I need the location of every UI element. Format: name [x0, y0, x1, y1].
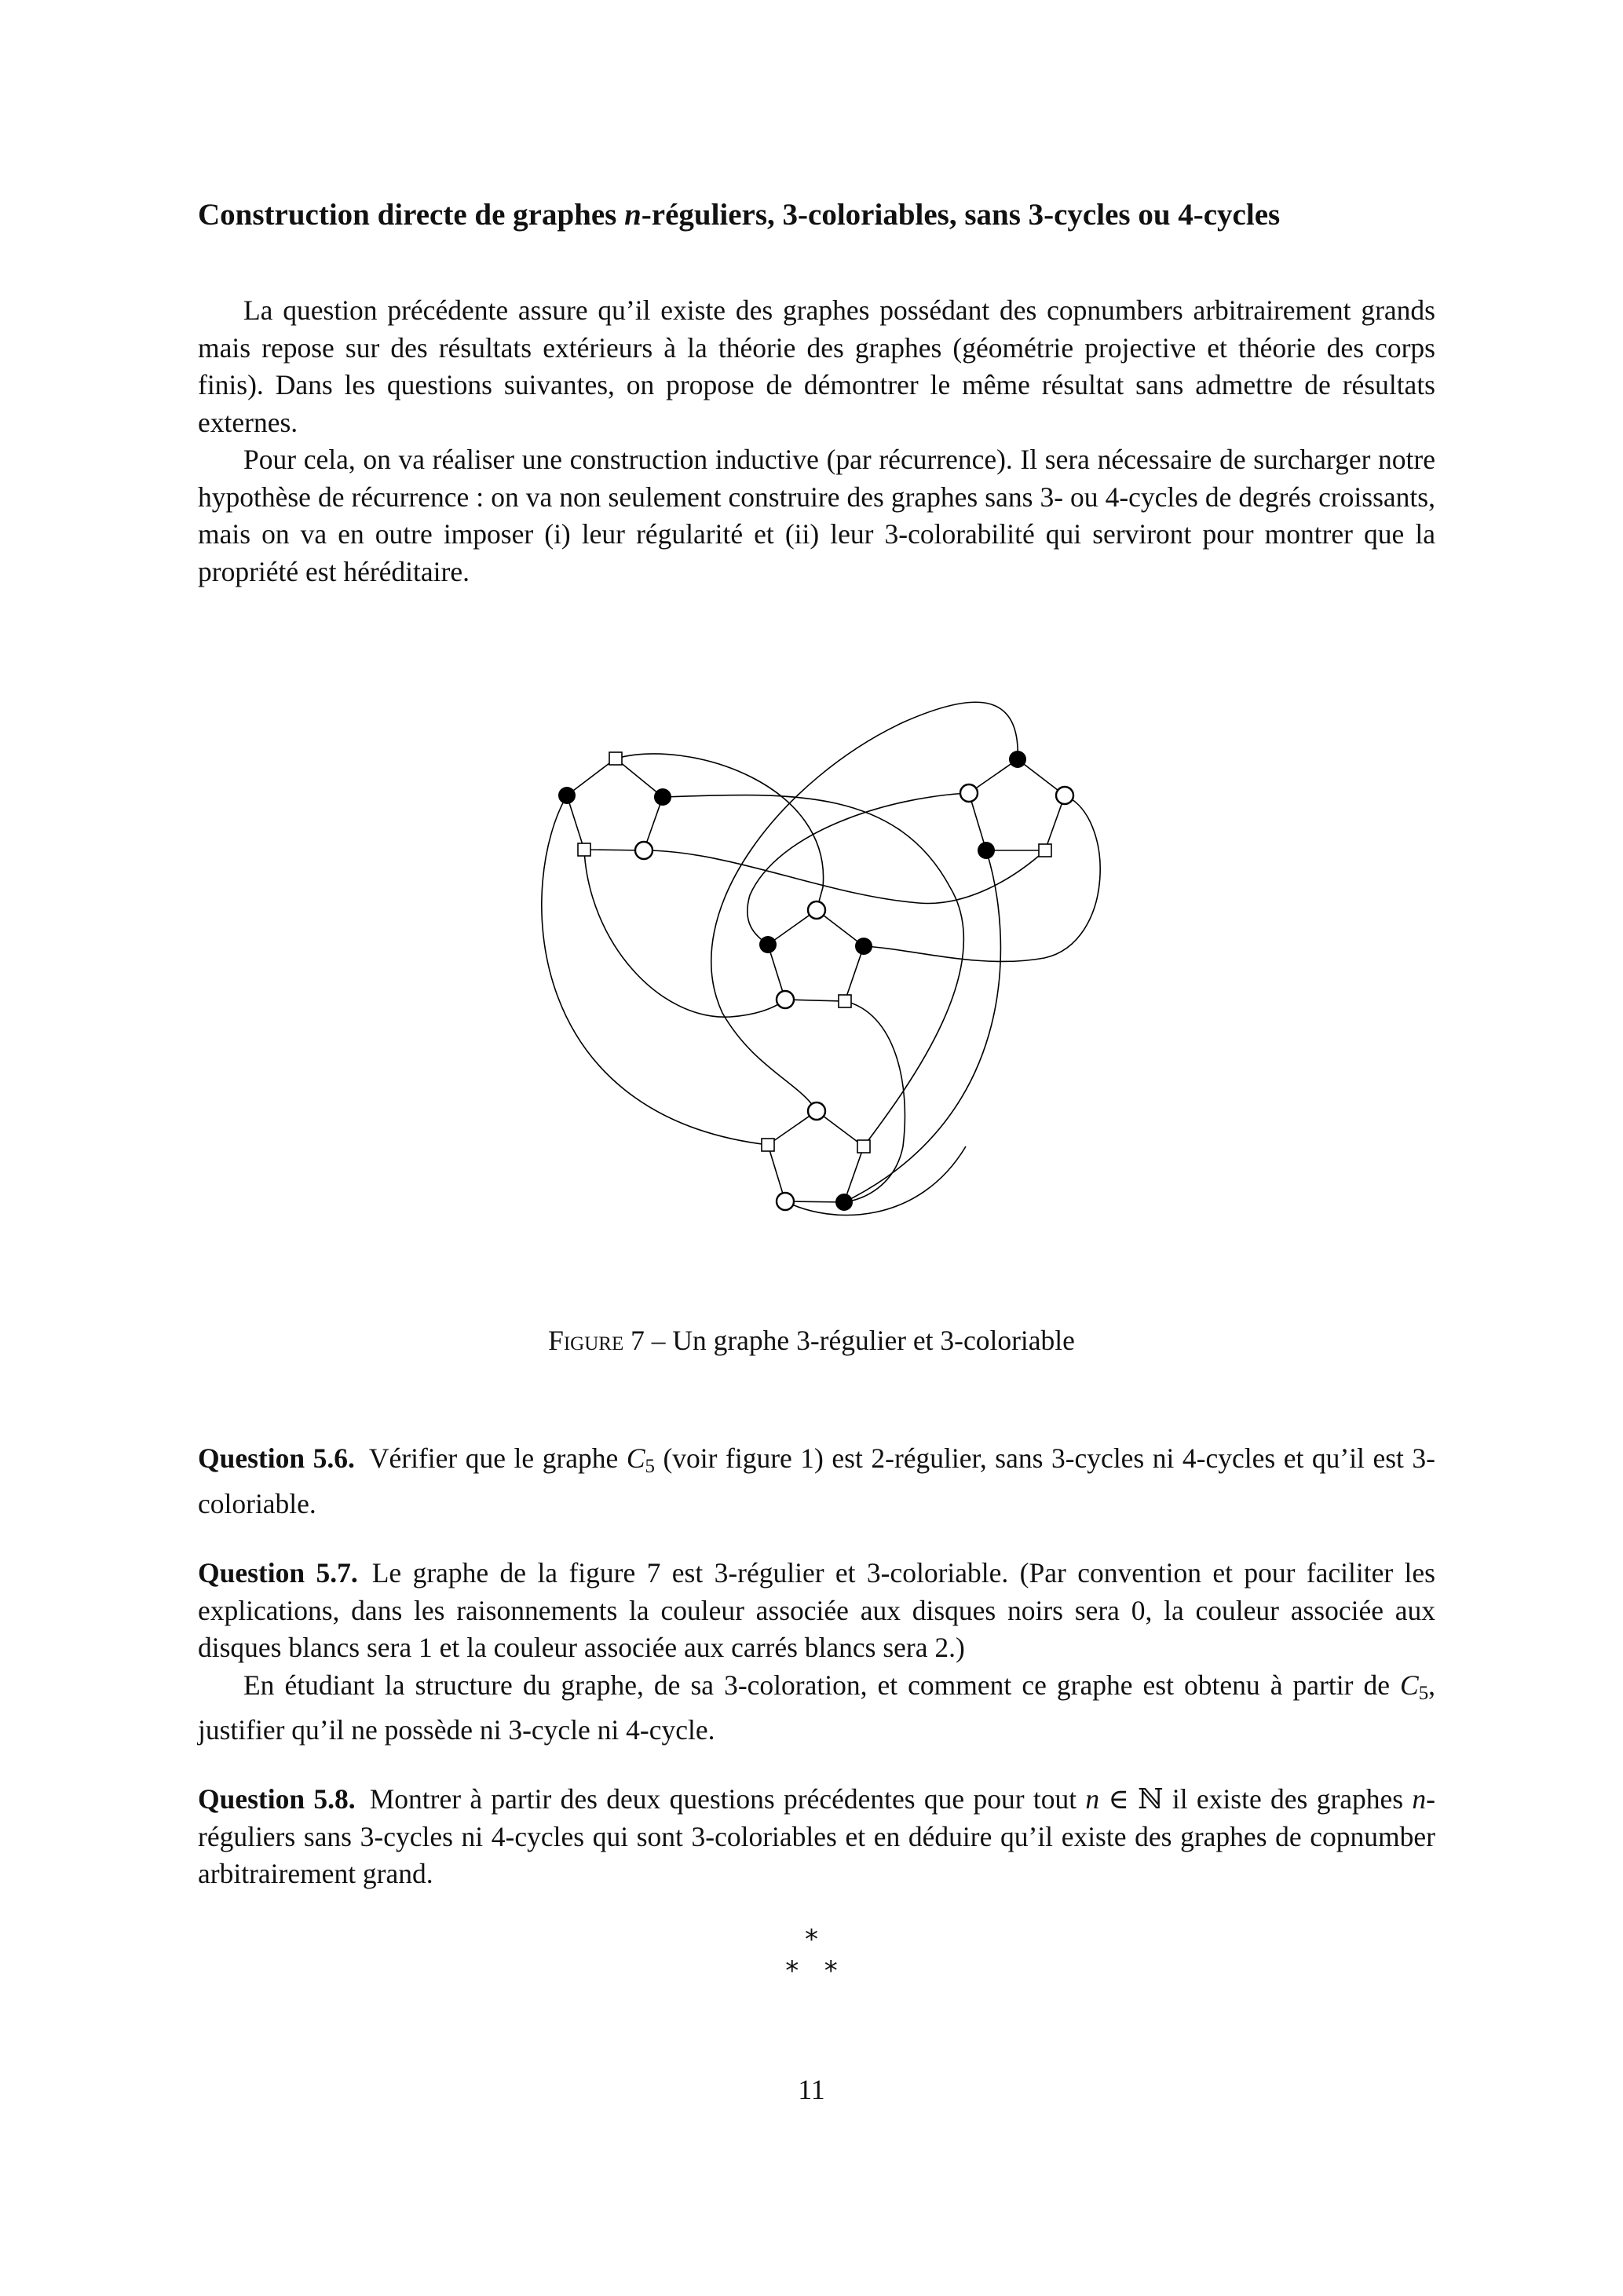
pentagon-b-edges [969, 759, 1065, 850]
question-text: Vérifier que le graphe [368, 1442, 627, 1474]
math-c: C [1400, 1669, 1419, 1701]
math-n: n [1412, 1783, 1427, 1815]
edge-a-right-d-right [663, 795, 963, 1146]
node-d-bl [777, 1193, 794, 1210]
intro-paragraph-2: Pour cela, on va réaliser une construction inductive (par récurrence). Il sera nécessaire de surcharger notre hypothèse de récurrence : on va non seulement construire des graphes sans 3- ou 4-cycles de degrés croissants, mais on va en outre imposer (i) leur régularité et (ii) leur 3-colorabilité qui serviront pour montrer que la propriété est héréditaire. [198, 444, 1435, 587]
math-c: C [626, 1442, 645, 1474]
node-b-top [1009, 751, 1026, 768]
question-label: Question 5.6. [198, 1442, 355, 1474]
question-5-7 [198, 1555, 1435, 1749]
question-text: , justifier qu’il ne possède ni 3-cycle ni 4-cycle. [198, 1669, 1435, 1746]
math-subscript: 5 [1418, 1682, 1429, 1704]
graph-edges [542, 702, 1100, 1215]
node-a-bl [578, 843, 590, 856]
node-b-right [1056, 787, 1073, 804]
node-a-right [654, 788, 671, 806]
intro-paragraph-1: La question précédente assure qu’il existe des graphes possédant des copnumbers arbitrairement grands mais repose sur des résultats extérieurs à la théorie des graphes (géométrie projective et théorie des corps finis). Dans les questions suivantes, on propose de démontrer le même résultat sans admettre de résultats externes. [198, 294, 1435, 438]
node-c-left [759, 936, 777, 953]
question-5-8 [198, 1781, 1435, 1893]
heading-math-n: n [624, 198, 642, 232]
node-c-top [808, 901, 825, 919]
edge-b-top-d-top [711, 702, 1018, 1111]
node-c-bl [777, 991, 794, 1008]
question-text: Le graphe de la figure 7 est 3-régulier et 3-coloriable. (Par convention et pour faciliter les explications, dans les raisonnements la couleur associée aux disques noirs sera 0, la couleur associée aux disques blancs sera 1 et la couleur associée aux carrés blancs sera 2.) [198, 1557, 1435, 1663]
heading-text-2: -réguliers, 3-coloriables, sans 3-cycles ou 4-cycles [641, 198, 1281, 232]
node-b-br [1039, 844, 1051, 857]
page-number: 11 [798, 2074, 825, 2105]
section-heading [198, 196, 1435, 234]
intro-block [198, 292, 1435, 590]
edge-a-left-d-left [542, 795, 768, 1145]
edge-c-right-b-right [864, 795, 1100, 962]
edge-a-top-c-top [616, 754, 824, 910]
node-d-top [808, 1102, 825, 1120]
math-n: n [1085, 1783, 1100, 1815]
math-subscript: 5 [645, 1456, 655, 1478]
caption-separator: – [644, 1325, 673, 1356]
question-label: Question 5.7. [198, 1557, 358, 1589]
caption-text: Un graphe 3-régulier et 3-coloriable [672, 1325, 1075, 1356]
node-a-top [609, 752, 622, 765]
edge-d-bl-loop [785, 1146, 966, 1215]
graph-figure [518, 675, 1115, 1241]
question-text: Montrer à partir des deux questions précédentes que pour tout [369, 1783, 1086, 1815]
section-separator-asterisks [0, 1924, 1623, 1987]
edge-b-left-c-left [748, 793, 969, 945]
node-c-right [855, 938, 872, 955]
node-d-right [857, 1140, 870, 1153]
question-label: Question 5.8. [198, 1783, 356, 1815]
math-in-naturals: ∈ ℕ [1099, 1783, 1164, 1815]
white-square-nodes [578, 752, 1051, 1153]
question-text: (voir figure 1) est 2-régulier, sans 3-cycles ni 4-cycles et qu’il est 3-coloriable. [198, 1442, 1435, 1519]
pentagon-a-edges [567, 759, 663, 850]
node-b-bl [978, 842, 995, 859]
pentagon-c-edges [768, 910, 864, 1001]
question-text: En étudiant la structure du graphe, de sa 3-coloration, et comment ce graphe est obtenu à partir de [243, 1669, 1401, 1701]
white-disk-nodes [635, 784, 1073, 1210]
question-text: il existe des graphes [1163, 1783, 1413, 1815]
black-disk-nodes [558, 751, 1026, 1211]
node-d-left [762, 1139, 774, 1151]
figure-label: Figure 7 [548, 1325, 645, 1356]
node-a-br [635, 842, 652, 859]
question-text: -réguliers sans 3-cycles ni 4-cycles qui sont 3-coloriables et en déduire qu’il existe des graphes de copnumber arbitrairement grand. [198, 1783, 1435, 1889]
figure-caption [0, 1324, 1623, 1357]
node-d-br [835, 1194, 853, 1211]
pentagon-d-edges [768, 1111, 864, 1202]
question-5-6 [198, 1440, 1435, 1523]
asterisk-top: * [805, 1924, 818, 1955]
node-a-left [558, 787, 576, 804]
heading-text-1: Construction directe de graphes [198, 198, 625, 232]
asterisk-bottom: * * [785, 1955, 838, 1987]
node-b-left [960, 784, 978, 802]
node-c-br [839, 995, 851, 1007]
